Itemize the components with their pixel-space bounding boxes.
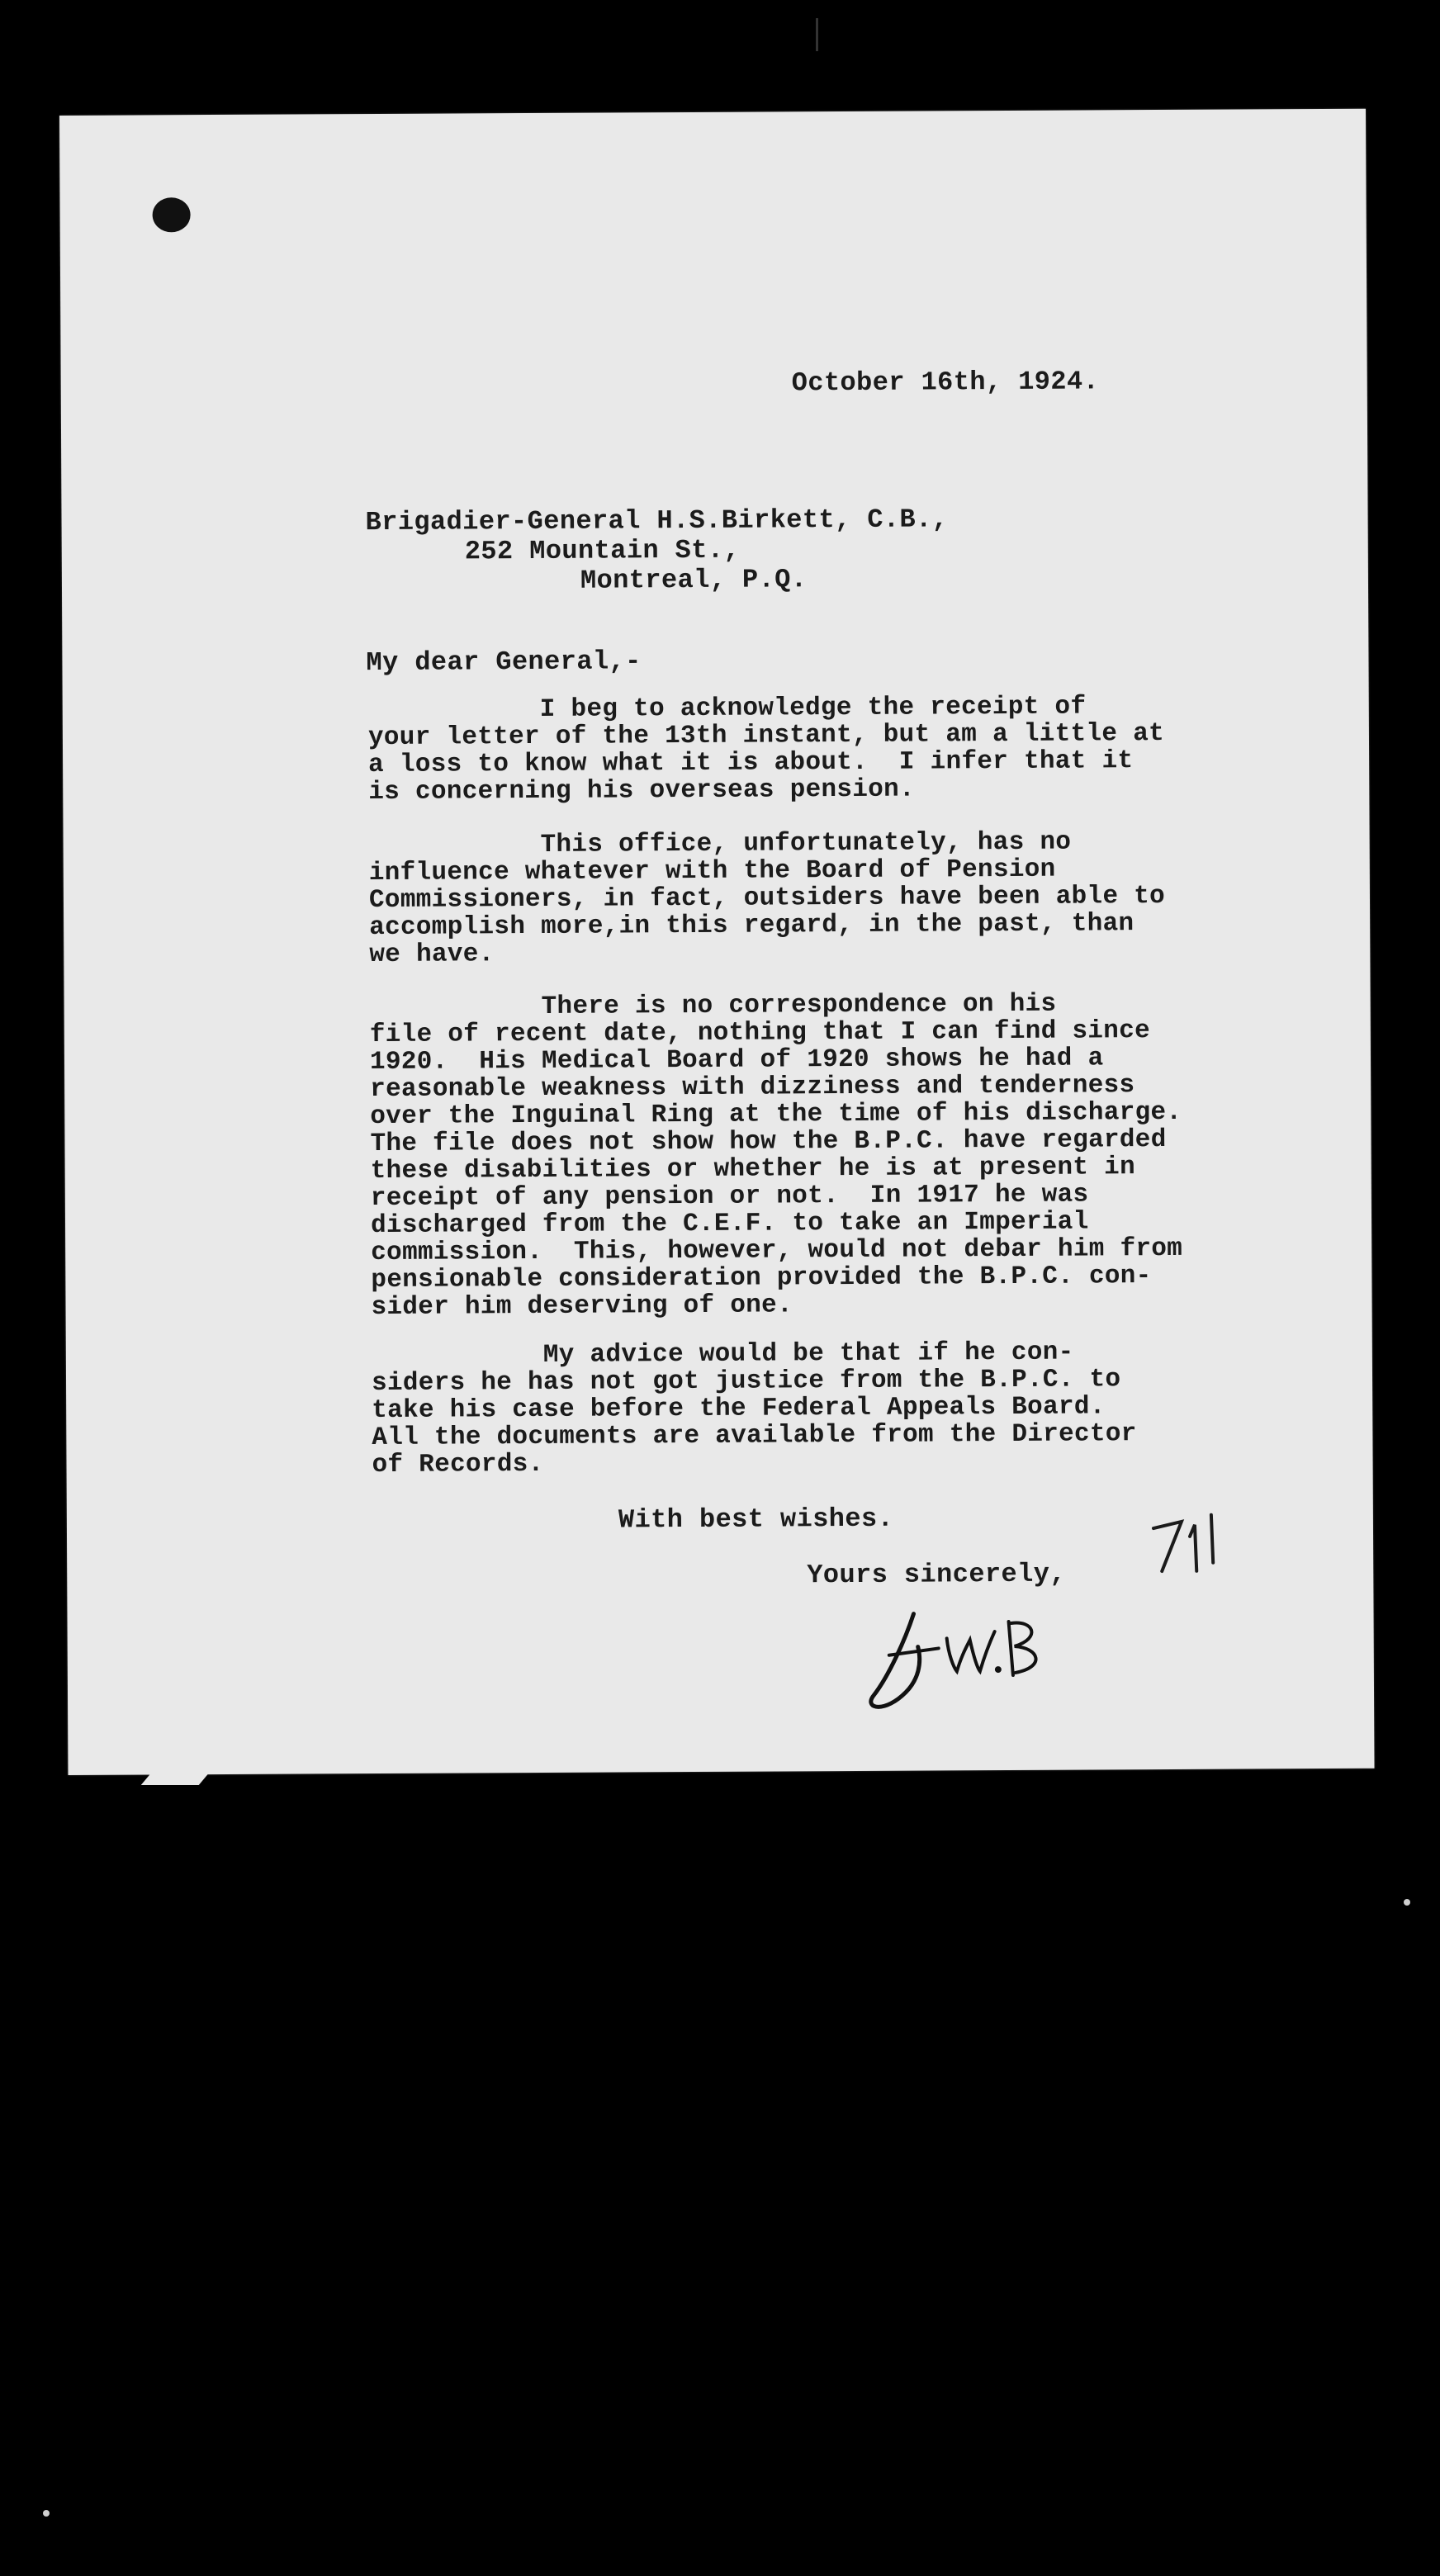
body-line: 1920. His Medical Board of 1920 shows he had a: [369, 1044, 1104, 1077]
margin-annotation: [1147, 1512, 1221, 1578]
body-line: of Records.: [372, 1449, 544, 1480]
body-line: sider him deserving of one.: [371, 1290, 793, 1323]
body-line: siders he has not got justice from the B.P.C. to: [371, 1365, 1121, 1399]
body-line: This office, unfortunately, has no: [368, 827, 1072, 861]
recipient-city: Montreal, P.Q.: [580, 564, 808, 596]
body-line: commission. This, however, would not debar him from: [371, 1234, 1183, 1268]
closing-wishes: With best wishes.: [618, 1503, 894, 1536]
scan-mark: [816, 18, 818, 51]
body-line: over the Inguinal Ring at the time of his discharge.: [370, 1097, 1182, 1132]
body-line: All the documents are available from the Director: [372, 1419, 1137, 1453]
body-line: file of recent date, nothing that I can find since: [369, 1016, 1151, 1050]
body-line: a loss to know what it is about. I infer that it: [368, 746, 1134, 780]
recipient-name: Brigadier-General H.S.Birkett, C.B.,: [365, 504, 949, 538]
body-line: I beg to acknowledge the receipt of: [367, 692, 1087, 726]
body-paragraph-4: [372, 1338, 1231, 1479]
handwritten-signature: [855, 1597, 1087, 1721]
body-line: take his case before the Federal Appeals Board.: [372, 1392, 1106, 1426]
body-line: these disabilities or whether he is at present in: [370, 1153, 1136, 1186]
body-line: The file does not show how the B.P.C. have regarded: [370, 1125, 1167, 1159]
body-line: influence whatever with the Board of Pension: [368, 855, 1056, 888]
letter-page: [59, 109, 1375, 1775]
punch-hole: [153, 197, 191, 232]
body-line: receipt of any pension or not. In 1917 he was: [370, 1180, 1089, 1214]
letter-date: October 16th, 1924.: [791, 366, 1100, 399]
scan-speck: [43, 2510, 50, 2517]
body-line: discharged from the C.E.F. to take an Imperial: [370, 1207, 1089, 1241]
body-line: There is no correspondence on his: [369, 989, 1057, 1023]
body-line: accomplish more,in this regard, in the past, than: [369, 909, 1134, 943]
body-paragraph-2: [369, 828, 1229, 968]
body-line: My advice would be that if he con-: [371, 1338, 1074, 1371]
scan-speck: [1404, 1899, 1410, 1906]
body-paragraph-3: [370, 990, 1230, 1321]
recipient-street: 252 Mountain St.,: [464, 534, 741, 567]
body-line: pensionable consideration provided the B.P.C. con-: [371, 1262, 1152, 1295]
body-line: Commissioners, in fact, outsiders have been able to: [368, 882, 1166, 916]
salutation: My dear General,-: [366, 646, 642, 679]
body-line: we have.: [369, 940, 495, 970]
body-line: your letter of the 13th instant, but am a little at: [367, 719, 1165, 753]
sign-off: Yours sincerely,: [807, 1558, 1067, 1591]
body-paragraph-1: [368, 693, 1228, 806]
body-line: is concerning his overseas pension.: [368, 774, 915, 807]
body-line: reasonable weakness with dizziness and tenderness: [370, 1071, 1135, 1105]
